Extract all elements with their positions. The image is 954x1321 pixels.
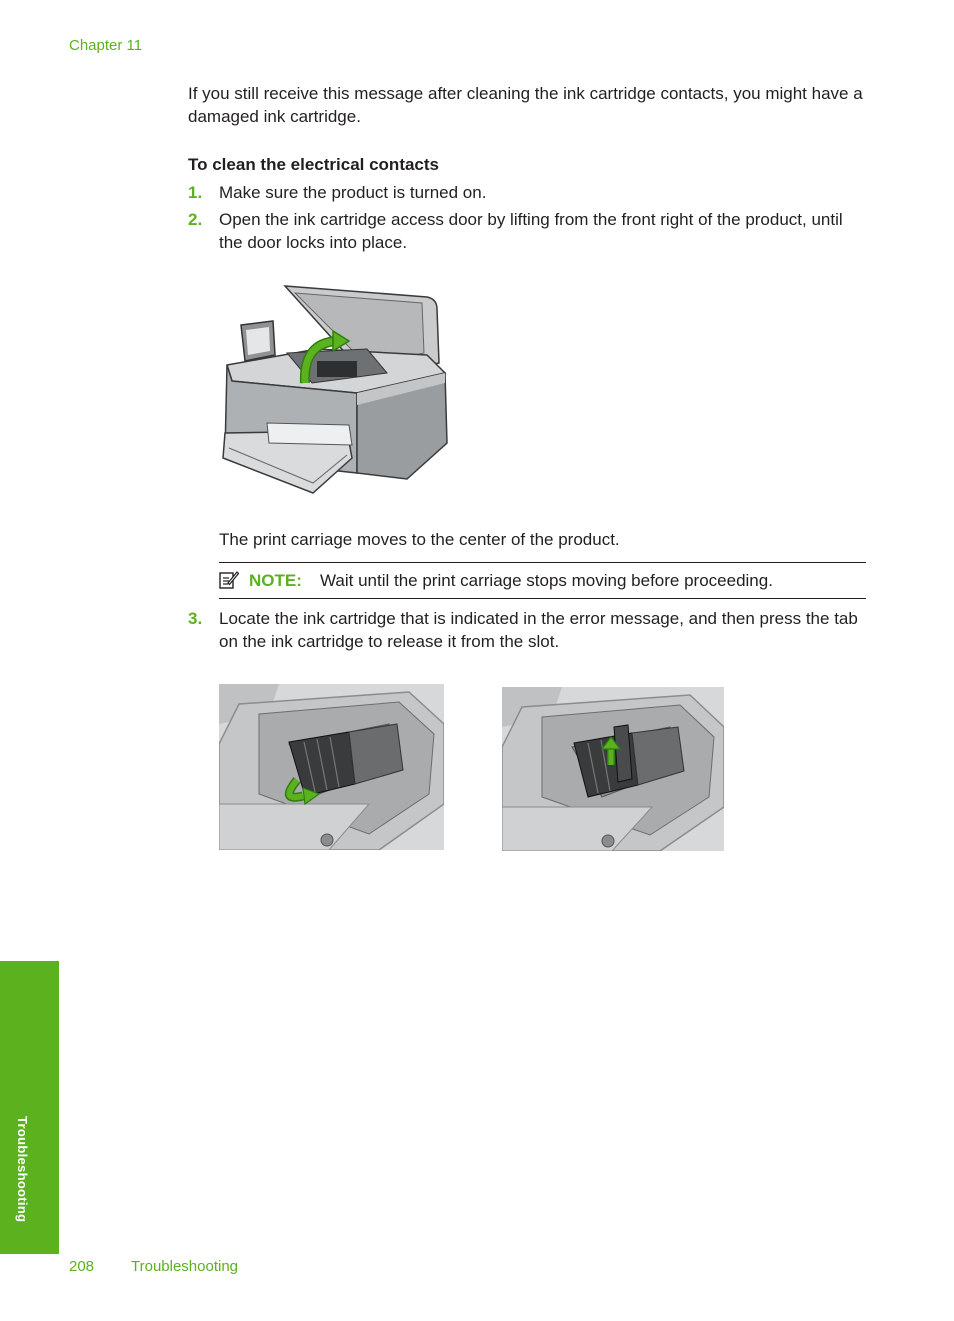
- chapter-label: Chapter 11: [69, 37, 143, 54]
- procedure-title: To clean the electrical contacts: [188, 155, 439, 174]
- press-cartridge-tab-illustration: [219, 684, 444, 850]
- step-number: 3.: [188, 609, 203, 628]
- step-text: Open the ink cartridge access door by lifting from the front right of the product, until the door locks into place.: [219, 210, 843, 252]
- step-number: 2.: [188, 210, 203, 229]
- note-text: Wait until the print carriage stops moving before proceeding.: [320, 571, 773, 590]
- step-text: Make sure the product is turned on.: [219, 183, 487, 202]
- lift-cartridge-illustration: [502, 687, 724, 851]
- side-tab-label: Troubleshooting: [15, 1116, 30, 1223]
- footer-section-label: Troubleshooting: [131, 1258, 239, 1275]
- note-label: NOTE:: [249, 571, 302, 590]
- note-icon: [219, 570, 239, 590]
- step-2: [188, 208, 868, 254]
- printer-open-door-illustration: [217, 283, 449, 496]
- step-text: Locate the ink cartridge that is indicated in the error message, and then press the tab on the ink cartridge to release it from the slot.: [219, 609, 858, 651]
- step-1: [188, 181, 868, 204]
- intro-paragraph: If you still receive this message after cleaning the ink cartridge contacts, you might have a damaged ink cartridge.: [188, 84, 863, 126]
- page-number: 208: [69, 1258, 95, 1275]
- step-3: [188, 607, 868, 653]
- step-number: 1.: [188, 183, 203, 202]
- carriage-note-text: The print carriage moves to the center of the product.: [219, 530, 620, 549]
- note-box: [219, 562, 866, 599]
